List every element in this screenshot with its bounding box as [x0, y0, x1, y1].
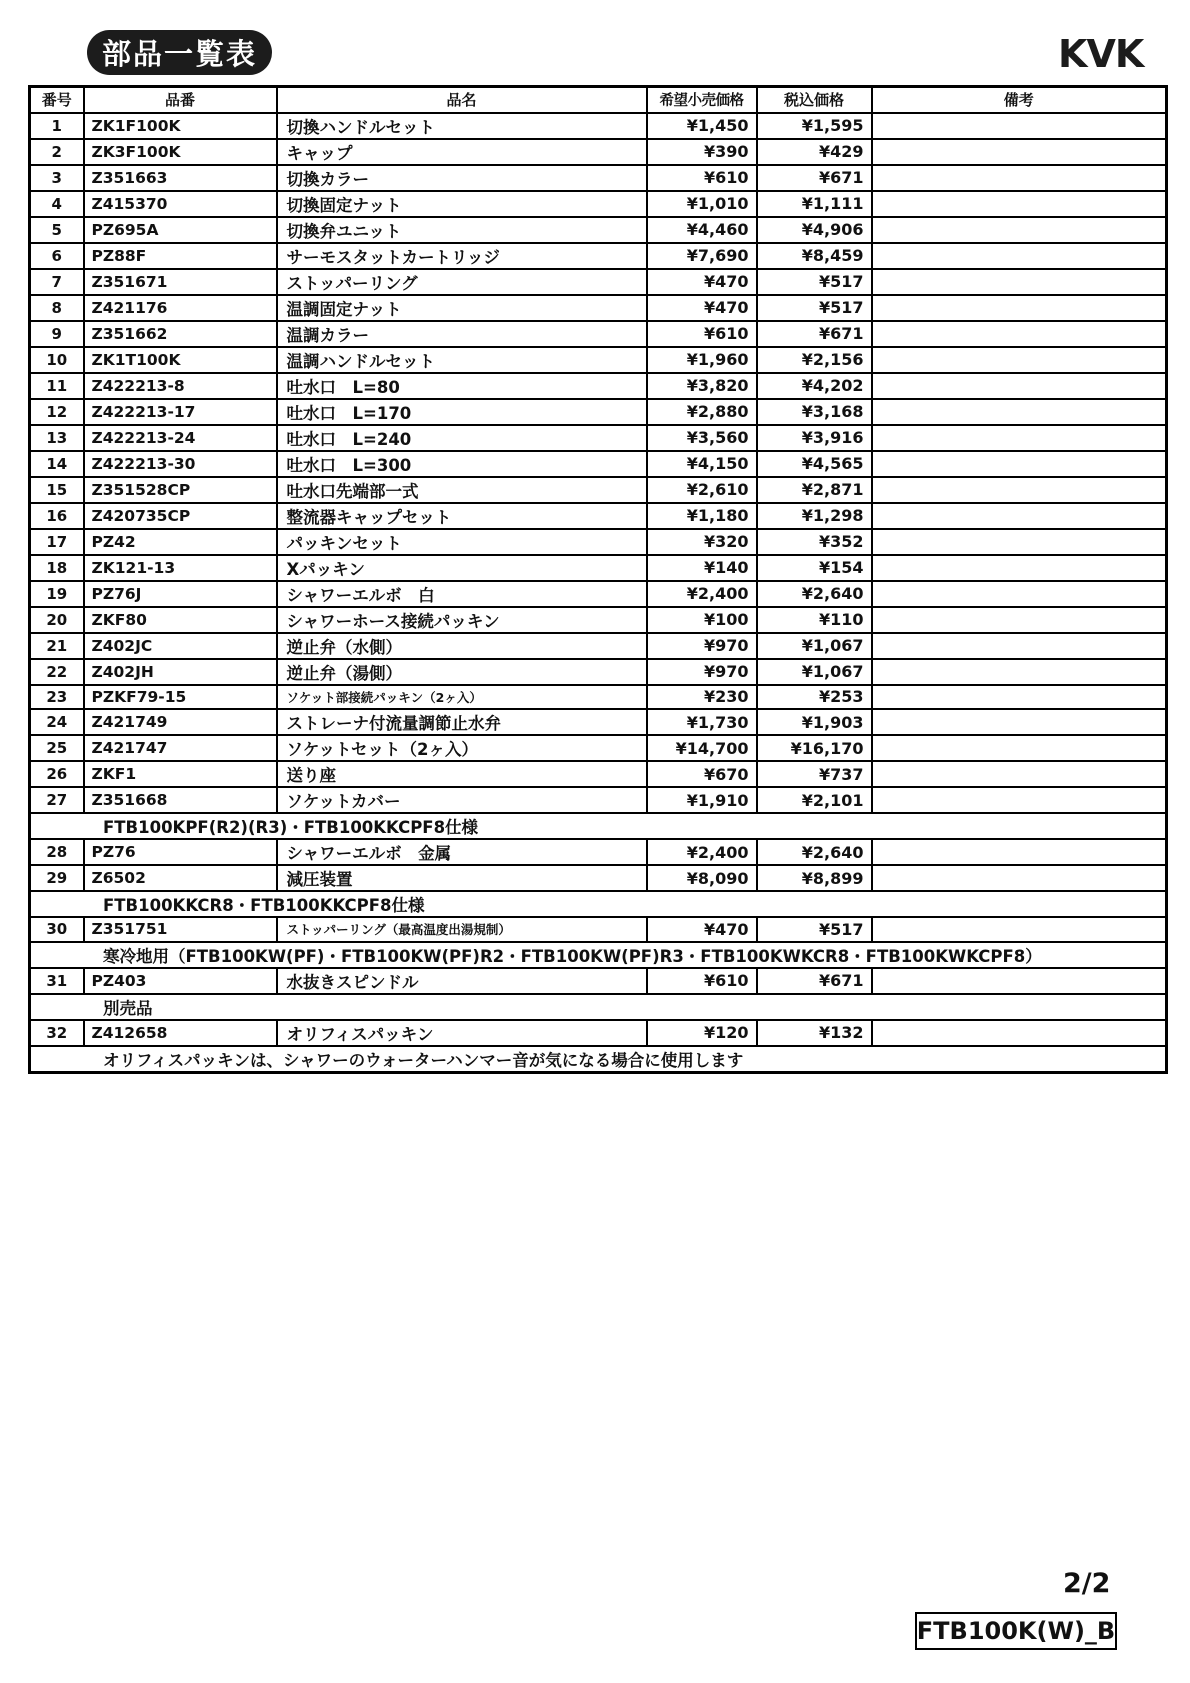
cell-number: 28: [30, 839, 84, 865]
cell-remarks: [872, 321, 1167, 347]
cell-tax-price: ¥4,906: [757, 217, 872, 243]
cell-retail-price: ¥2,400: [647, 839, 757, 865]
cell-retail-price: ¥2,400: [647, 581, 757, 607]
cell-retail-price: ¥14,700: [647, 735, 757, 761]
part-row: [30, 503, 1167, 529]
cell-number: 12: [30, 399, 84, 425]
cell-remarks: [872, 709, 1167, 735]
cell-retail-price: ¥670: [647, 761, 757, 787]
cell-number: 31: [30, 968, 84, 994]
cell-tax-price: ¥132: [757, 1020, 872, 1046]
header-retail-price: 希望小売価格: [647, 87, 757, 113]
part-row: [30, 321, 1167, 347]
part-row: [30, 1020, 1167, 1046]
header-tax-price: 税込価格: [757, 87, 872, 113]
cell-part-code: ZKF80: [84, 607, 277, 633]
cell-number: 32: [30, 1020, 84, 1046]
part-row: [30, 139, 1167, 165]
cell-remarks: [872, 165, 1167, 191]
cell-retail-price: ¥610: [647, 165, 757, 191]
header-part-name: 品名: [277, 87, 647, 113]
cell-retail-price: ¥1,730: [647, 709, 757, 735]
document-code-box: [915, 1612, 1117, 1650]
cell-remarks: [872, 685, 1167, 710]
cell-number: 13: [30, 425, 84, 451]
cell-retail-price: ¥140: [647, 555, 757, 581]
cell-number: 6: [30, 243, 84, 269]
cell-retail-price: ¥7,690: [647, 243, 757, 269]
part-row: [30, 451, 1167, 477]
cell-remarks: [872, 839, 1167, 865]
cell-number: 10: [30, 347, 84, 373]
cell-part-name: 温調カラー: [277, 321, 647, 347]
cell-part-code: ZK121-13: [84, 555, 277, 581]
cell-number: 25: [30, 735, 84, 761]
cell-part-code: Z415370: [84, 191, 277, 217]
cell-retail-price: ¥1,450: [647, 113, 757, 139]
cell-tax-price: ¥4,202: [757, 373, 872, 399]
cell-part-name: 切換固定ナット: [277, 191, 647, 217]
cell-tax-price: ¥517: [757, 917, 872, 942]
cell-retail-price: ¥3,820: [647, 373, 757, 399]
cell-number: 3: [30, 165, 84, 191]
part-row: [30, 581, 1167, 607]
cell-part-code: PZ403: [84, 968, 277, 994]
cell-tax-price: ¥671: [757, 321, 872, 347]
cell-tax-price: ¥352: [757, 529, 872, 555]
cell-part-code: Z421747: [84, 735, 277, 761]
cell-part-code: PZ88F: [84, 243, 277, 269]
cell-number: 30: [30, 917, 84, 942]
cell-part-name: ソケット部接続パッキン（2ヶ入）: [277, 685, 647, 710]
cell-tax-price: ¥1,298: [757, 503, 872, 529]
cell-part-name: 吐水口先端部一式: [277, 477, 647, 503]
cell-part-code: PZ76: [84, 839, 277, 865]
cell-remarks: [872, 503, 1167, 529]
cell-number: 18: [30, 555, 84, 581]
section-label: 別売品: [30, 994, 1167, 1020]
document-code: FTB100K(W)_B: [916, 1617, 1116, 1645]
cell-number: 15: [30, 477, 84, 503]
cell-tax-price: ¥2,156: [757, 347, 872, 373]
part-row: [30, 839, 1167, 865]
cell-number: 20: [30, 607, 84, 633]
cell-part-name: ソケットセット（2ヶ入）: [277, 735, 647, 761]
cell-number: 8: [30, 295, 84, 321]
page-number: 2/2: [1063, 1568, 1111, 1599]
cell-retail-price: ¥8,090: [647, 865, 757, 891]
cell-number: 26: [30, 761, 84, 787]
cell-tax-price: ¥1,067: [757, 659, 872, 685]
cell-number: 11: [30, 373, 84, 399]
cell-part-name: 吐水口 L=240: [277, 425, 647, 451]
cell-part-code: PZ695A: [84, 217, 277, 243]
cell-retail-price: ¥1,910: [647, 787, 757, 813]
cell-part-code: Z421749: [84, 709, 277, 735]
cell-part-code: PZ76J: [84, 581, 277, 607]
cell-part-name: 水抜きスピンドル: [277, 968, 647, 994]
cell-part-name: パッキンセット: [277, 529, 647, 555]
cell-remarks: [872, 399, 1167, 425]
cell-part-name: キャップ: [277, 139, 647, 165]
header-row: [30, 87, 1167, 113]
section-row: [30, 994, 1167, 1020]
cell-tax-price: ¥1,111: [757, 191, 872, 217]
part-row: [30, 555, 1167, 581]
part-row: [30, 607, 1167, 633]
section-label: FTB100KPF(R2)(R3)・FTB100KKCPF8仕様: [30, 813, 1167, 839]
cell-tax-price: ¥154: [757, 555, 872, 581]
part-row: [30, 269, 1167, 295]
cell-part-code: Z421176: [84, 295, 277, 321]
cell-remarks: [872, 269, 1167, 295]
cell-part-code: ZK1T100K: [84, 347, 277, 373]
cell-retail-price: ¥100: [647, 607, 757, 633]
cell-remarks: [872, 451, 1167, 477]
cell-part-name: ストッパーリング（最高温度出湯規制）: [277, 917, 647, 942]
cell-part-code: Z6502: [84, 865, 277, 891]
part-row: [30, 633, 1167, 659]
cell-tax-price: ¥2,640: [757, 839, 872, 865]
cell-retail-price: ¥120: [647, 1020, 757, 1046]
cell-retail-price: ¥610: [647, 968, 757, 994]
cell-tax-price: ¥671: [757, 165, 872, 191]
cell-retail-price: ¥1,960: [647, 347, 757, 373]
cell-part-name: ストッパーリング: [277, 269, 647, 295]
kvk-logo: KVK: [1058, 32, 1144, 76]
cell-remarks: [872, 1020, 1167, 1046]
cell-tax-price: ¥3,916: [757, 425, 872, 451]
cell-part-code: Z402JC: [84, 633, 277, 659]
cell-number: 2: [30, 139, 84, 165]
cell-part-code: Z351671: [84, 269, 277, 295]
cell-part-code: PZ42: [84, 529, 277, 555]
section-label: 寒冷地用（FTB100KW(PF)・FTB100KW(PF)R2・FTB100KW(PF)R3・FTB100KWKCR8・FTB100KWKCPF8）: [30, 942, 1167, 968]
cell-tax-price: ¥671: [757, 968, 872, 994]
cell-part-code: Z351663: [84, 165, 277, 191]
cell-tax-price: ¥2,101: [757, 787, 872, 813]
part-row: [30, 217, 1167, 243]
cell-retail-price: ¥3,560: [647, 425, 757, 451]
part-row: [30, 165, 1167, 191]
part-row: [30, 113, 1167, 139]
cell-tax-price: ¥429: [757, 139, 872, 165]
cell-tax-price: ¥16,170: [757, 735, 872, 761]
cell-tax-price: ¥8,459: [757, 243, 872, 269]
cell-part-name: 吐水口 L=300: [277, 451, 647, 477]
cell-remarks: [872, 581, 1167, 607]
part-row: [30, 787, 1167, 813]
page-title-badge: [87, 30, 272, 75]
cell-part-code: ZKF1: [84, 761, 277, 787]
cell-remarks: [872, 865, 1167, 891]
cell-number: 7: [30, 269, 84, 295]
parts-table: [28, 85, 1168, 1074]
cell-remarks: [872, 555, 1167, 581]
cell-retail-price: ¥970: [647, 633, 757, 659]
cell-retail-price: ¥470: [647, 269, 757, 295]
cell-retail-price: ¥1,180: [647, 503, 757, 529]
cell-number: 9: [30, 321, 84, 347]
cell-remarks: [872, 477, 1167, 503]
part-row: [30, 477, 1167, 503]
cell-part-name: 切換弁ユニット: [277, 217, 647, 243]
cell-tax-price: ¥110: [757, 607, 872, 633]
cell-number: 24: [30, 709, 84, 735]
cell-remarks: [872, 607, 1167, 633]
cell-part-code: Z351662: [84, 321, 277, 347]
cell-part-code: Z420735CP: [84, 503, 277, 529]
cell-part-name: ストレーナ付流量調節止水弁: [277, 709, 647, 735]
cell-tax-price: ¥8,899: [757, 865, 872, 891]
cell-tax-price: ¥1,903: [757, 709, 872, 735]
cell-remarks: [872, 139, 1167, 165]
cell-remarks: [872, 529, 1167, 555]
cell-part-code: Z351751: [84, 917, 277, 942]
part-row: [30, 735, 1167, 761]
part-row: [30, 399, 1167, 425]
cell-part-name: 温調固定ナット: [277, 295, 647, 321]
cell-part-name: 逆止弁（湯側）: [277, 659, 647, 685]
cell-retail-price: ¥320: [647, 529, 757, 555]
cell-number: 5: [30, 217, 84, 243]
cell-remarks: [872, 243, 1167, 269]
cell-number: 22: [30, 659, 84, 685]
cell-tax-price: ¥3,168: [757, 399, 872, 425]
header-number: 番号: [30, 87, 84, 113]
cell-remarks: [872, 787, 1167, 813]
cell-part-code: Z412658: [84, 1020, 277, 1046]
cell-part-code: PZKF79-15: [84, 685, 277, 710]
cell-number: 1: [30, 113, 84, 139]
part-row: [30, 968, 1167, 994]
cell-remarks: [872, 968, 1167, 994]
parts-table-header: [30, 87, 1167, 113]
cell-tax-price: ¥1,067: [757, 633, 872, 659]
cell-part-name: 吐水口 L=80: [277, 373, 647, 399]
cell-number: 19: [30, 581, 84, 607]
cell-remarks: [872, 113, 1167, 139]
cell-part-name: 逆止弁（水側）: [277, 633, 647, 659]
cell-remarks: [872, 425, 1167, 451]
cell-part-name: 送り座: [277, 761, 647, 787]
part-row: [30, 659, 1167, 685]
cell-retail-price: ¥1,010: [647, 191, 757, 217]
cell-retail-price: ¥970: [647, 659, 757, 685]
cell-tax-price: ¥2,871: [757, 477, 872, 503]
cell-number: 23: [30, 685, 84, 710]
part-row: [30, 865, 1167, 891]
cell-part-code: Z422213-17: [84, 399, 277, 425]
cell-retail-price: ¥4,150: [647, 451, 757, 477]
section-row: [30, 813, 1167, 839]
cell-part-code: Z402JH: [84, 659, 277, 685]
cell-part-name: シャワーエルボ 金属: [277, 839, 647, 865]
section-row: [30, 942, 1167, 968]
cell-part-code: Z422213-24: [84, 425, 277, 451]
section-label: FTB100KKCR8・FTB100KKCPF8仕様: [30, 891, 1167, 917]
cell-remarks: [872, 373, 1167, 399]
page-title: 部品一覧表: [101, 37, 257, 71]
cell-remarks: [872, 217, 1167, 243]
cell-remarks: [872, 295, 1167, 321]
cell-remarks: [872, 917, 1167, 942]
cell-retail-price: ¥470: [647, 917, 757, 942]
cell-retail-price: ¥2,610: [647, 477, 757, 503]
cell-part-name: 整流器キャップセット: [277, 503, 647, 529]
part-row: [30, 347, 1167, 373]
part-row: [30, 917, 1167, 942]
cell-tax-price: ¥737: [757, 761, 872, 787]
cell-part-name: Xパッキン: [277, 555, 647, 581]
cell-remarks: [872, 191, 1167, 217]
cell-tax-price: ¥253: [757, 685, 872, 710]
part-row: [30, 685, 1167, 710]
cell-part-code: Z422213-8: [84, 373, 277, 399]
cell-part-name: オリフィスパッキン: [277, 1020, 647, 1046]
cell-part-name: 切換カラー: [277, 165, 647, 191]
cell-tax-price: ¥1,595: [757, 113, 872, 139]
cell-part-name: 吐水口 L=170: [277, 399, 647, 425]
part-row: [30, 243, 1167, 269]
cell-tax-price: ¥2,640: [757, 581, 872, 607]
cell-part-name: シャワーエルボ 白: [277, 581, 647, 607]
header-remarks: 備考: [872, 87, 1167, 113]
cell-retail-price: ¥470: [647, 295, 757, 321]
cell-part-name: 減圧装置: [277, 865, 647, 891]
cell-tax-price: ¥4,565: [757, 451, 872, 477]
cell-remarks: [872, 735, 1167, 761]
cell-number: 4: [30, 191, 84, 217]
cell-remarks: [872, 347, 1167, 373]
cell-remarks: [872, 633, 1167, 659]
cell-tax-price: ¥517: [757, 269, 872, 295]
cell-remarks: [872, 659, 1167, 685]
cell-number: 17: [30, 529, 84, 555]
cell-tax-price: ¥517: [757, 295, 872, 321]
part-row: [30, 709, 1167, 735]
cell-part-code: ZK1F100K: [84, 113, 277, 139]
cell-part-code: Z351668: [84, 787, 277, 813]
cell-part-code: Z351528CP: [84, 477, 277, 503]
part-row: [30, 373, 1167, 399]
cell-part-name: 温調ハンドルセット: [277, 347, 647, 373]
cell-number: 14: [30, 451, 84, 477]
cell-part-code: ZK3F100K: [84, 139, 277, 165]
parts-table-body: [30, 113, 1167, 1073]
cell-part-name: 切換ハンドルセット: [277, 113, 647, 139]
header-part-code: 品番: [84, 87, 277, 113]
cell-retail-price: ¥390: [647, 139, 757, 165]
cell-retail-price: ¥610: [647, 321, 757, 347]
cell-number: 21: [30, 633, 84, 659]
note-row: [30, 1046, 1167, 1073]
cell-number: 29: [30, 865, 84, 891]
cell-number: 27: [30, 787, 84, 813]
part-row: [30, 425, 1167, 451]
cell-retail-price: ¥230: [647, 685, 757, 710]
part-row: [30, 761, 1167, 787]
part-row: [30, 529, 1167, 555]
cell-part-name: ソケットカバー: [277, 787, 647, 813]
cell-retail-price: ¥4,460: [647, 217, 757, 243]
section-row: [30, 891, 1167, 917]
cell-retail-price: ¥2,880: [647, 399, 757, 425]
cell-part-name: サーモスタットカートリッジ: [277, 243, 647, 269]
part-row: [30, 191, 1167, 217]
cell-number: 16: [30, 503, 84, 529]
note-text: オリフィスパッキンは、シャワーのウォーターハンマー音が気になる場合に使用します: [30, 1046, 1167, 1073]
cell-part-code: Z422213-30: [84, 451, 277, 477]
cell-remarks: [872, 761, 1167, 787]
part-row: [30, 295, 1167, 321]
cell-part-name: シャワーホース接続パッキン: [277, 607, 647, 633]
